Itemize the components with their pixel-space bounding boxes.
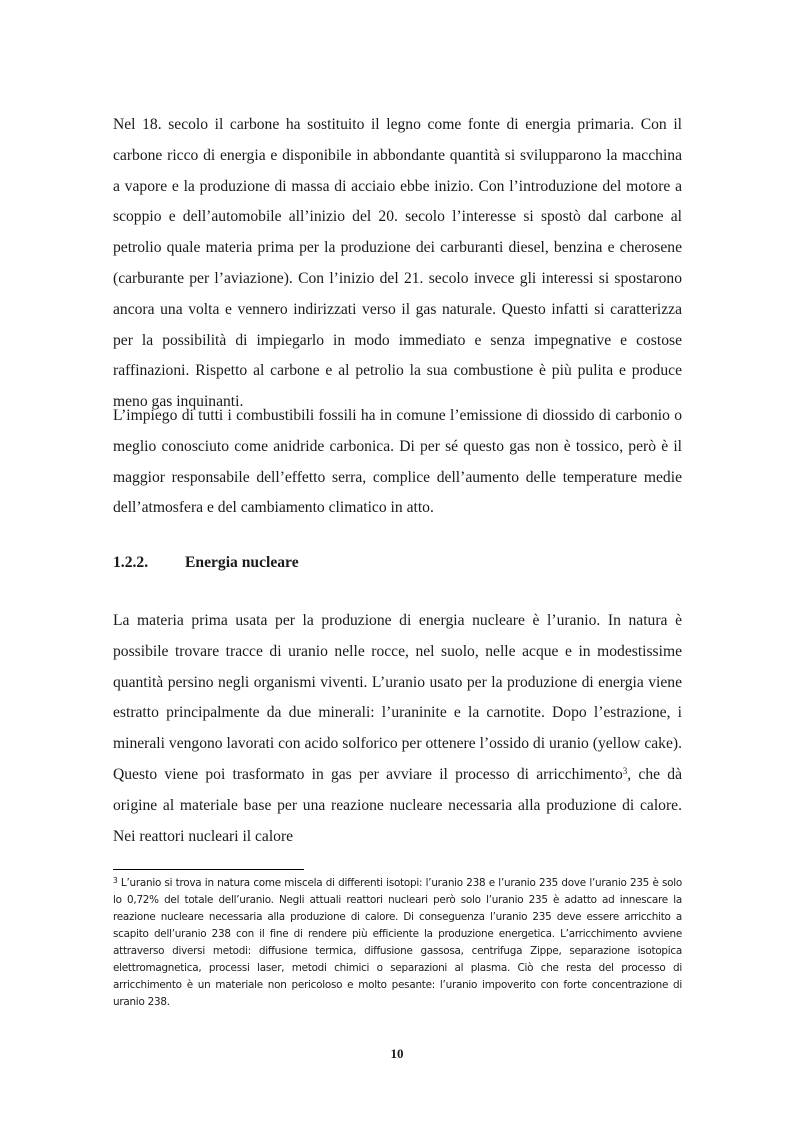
section-title: Energia nucleare xyxy=(185,554,299,571)
section-heading xyxy=(113,549,682,577)
paragraph-text-part: , che dà origine al materiale base per una reazione nucleare necessaria alla produzione di calore. Nei reattori nucleari il calore xyxy=(113,765,682,845)
paragraph-nuclear-energy xyxy=(113,606,682,852)
paragraph-text-part: La materia prima usata per la produzione di energia nucleare è l’uranio. In natura è possibile trovare tracce di uranio nelle rocce, nel suolo, nelle acque e in modestissime quantità persino negli organismi viventi. L’uranio usato per la produzione di energia viene estratto principalmente da due minerali: l’uraninite e la carnotite. Dopo l’estrazione, i minerali vengono lavorati con acido solforico per ottenere l’ossido di uranio (yellow cake). Questo viene poi trasformato in gas per avviare il processo di arricchimento xyxy=(113,612,682,783)
paragraph-text: L’impiego di tutti i combustibili fossili ha in comune l’emissione di diossido di carbonio o meglio conosciuto come anidride carbonica. Di per sé questo gas non è tossico, però è il maggior responsabile dell’effetto serra, complice dell’aumento delle temperature medie dell’atmosfera e del cambiamento climatico in atto. xyxy=(113,407,682,517)
paragraph-fossil-fuels-history xyxy=(113,110,682,418)
footnote-text: L’uranio si trova in natura come miscela di differenti isotopi: l’uranio 238 e l’uranio 235 dove l’uranio 235 è solo lo 0,72% del totale dell’uranio. Negli attuali reattori nucleari però solo l’uranio 235 è adatto ad innescare la reazione nucleare necessaria alla produzione di calore. Di conseguenza l’uranio 235 deve essere arricchito a scapito dell’uranio 238 con il fine di rendere più efficiente la produzione energetica. L’arricchimento avviene attraverso diversi metodi: diffusione termica, diffusione gassosa, centrifuga Zippe, separazione isotopica elettromagnetica, processi laser, metodi chimici o separazioni al plasma. Ciò che resta del processo di arricchimento è un materiale non pericoloso e molto pesante: l’uranio impoverito con forte concentrazione di uranio 238. xyxy=(113,877,682,1008)
footnote xyxy=(113,875,682,1011)
paragraph-text: Nel 18. secolo il carbone ha sostituito il legno come fonte di energia primaria. Con il carbone ricco di energia e disponibile in abbondante quantità si svilupparono la macchina a vapore e la produzione di massa di acciaio ebbe inizio. Con l’introduzione del motore a scoppio e dell’automobile all’inizio del 20. secolo l’interesse si spostò dal carbone al petrolio quale materia prima per la produzione dei carburanti diesel, benzina e cherosene (carburante per l’aviazione). Con l’inizio del 21. secolo invece gli interessi si spostarono ancora una volta e vennero indirizzati verso il gas naturale. Questo infatti si caratterizza per la possibilità di impiegarlo in modo immediato e senza impegnative e costose raffinazioni. Rispetto al carbone e al petrolio la sua combustione è più pulita e produce meno gas inquinanti. xyxy=(113,116,682,411)
footnote-separator xyxy=(113,869,304,870)
section-number: 1.2.2. xyxy=(113,554,149,571)
paragraph-co2-emissions xyxy=(113,401,682,524)
footnote-marker: 3 xyxy=(113,876,118,885)
footnote-reference[interactable]: 3 xyxy=(622,765,628,776)
paragraph-text xyxy=(113,606,682,852)
page-number: 10 xyxy=(390,1046,404,1061)
